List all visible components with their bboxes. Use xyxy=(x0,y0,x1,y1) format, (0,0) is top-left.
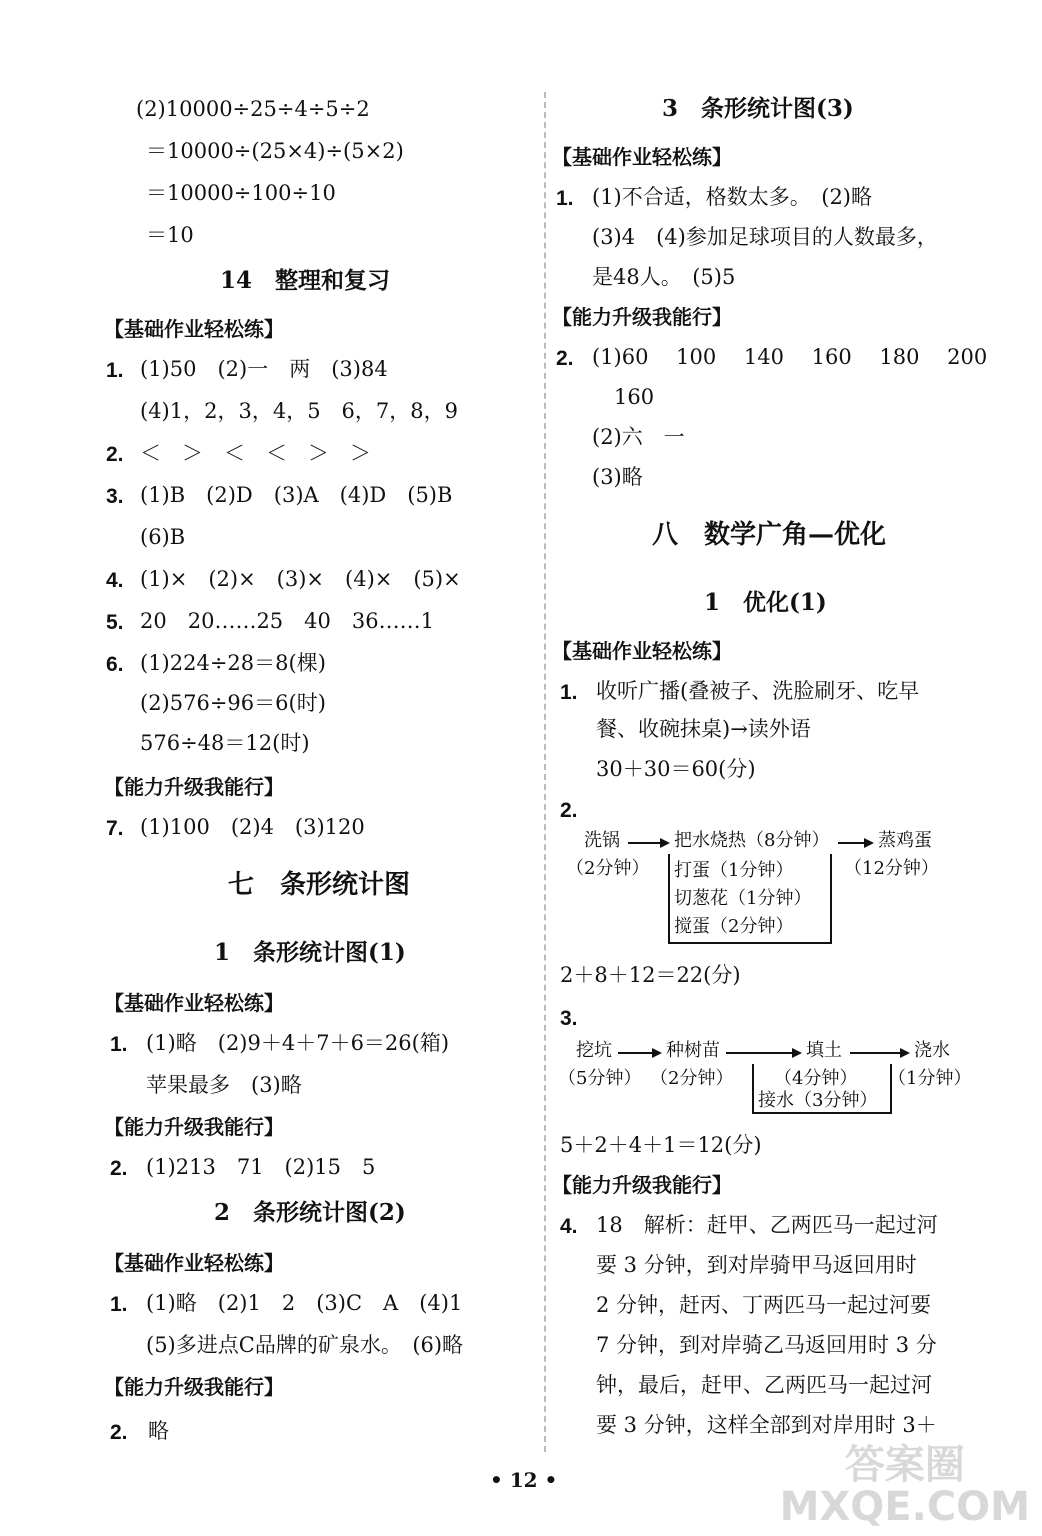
flow-step-time: （1分钟） xyxy=(888,1068,972,1089)
page-number: • 12 • xyxy=(490,1468,558,1492)
question-number: 7. xyxy=(106,817,124,840)
answer-line: 2 分钟，赶丙、丁两匹马一起过河要 xyxy=(596,1293,932,1317)
section-title: 1 条形统计图(1) xyxy=(214,939,406,966)
answer-line: 20 20……25 40 36……1 xyxy=(140,609,434,633)
answer-line: (1)B (2)D (3)A (4)D (5)B xyxy=(140,483,453,507)
column-divider xyxy=(544,92,546,1452)
flow-step-time: （5分钟） xyxy=(558,1068,642,1089)
answer-line: (4)1，2，3，4，5 6，7，8，9 xyxy=(140,399,458,423)
question-number: 1. xyxy=(110,1293,128,1316)
answer-line: 苹果最多 (3)略 xyxy=(146,1073,302,1097)
question-number: 4. xyxy=(560,1215,578,1238)
text-line: ＝10000÷(25×4)÷(5×2) xyxy=(146,139,404,163)
arrow-icon xyxy=(838,842,872,844)
answer-line: (1)60 100 140 160 180 200 xyxy=(592,345,988,369)
answer-line: (6)B xyxy=(140,525,186,549)
section-tag: 【基础作业轻松练】 xyxy=(104,991,284,1015)
answer-line: 7 分钟，到对岸骑乙马返回用时 3 分 xyxy=(596,1333,937,1357)
flow-step-time: （4分钟） xyxy=(774,1068,858,1089)
answer-line: (5)多进点C品牌的矿泉水。 (6)略 xyxy=(146,1333,464,1357)
question-number: 1. xyxy=(110,1033,128,1056)
section-title: 14 整理和复习 xyxy=(220,267,391,294)
section-tag: 【能力升级我能行】 xyxy=(552,1173,732,1197)
section-tag: 【基础作业轻松练】 xyxy=(104,317,284,341)
answer-line: (1)100 (2)4 (3)120 xyxy=(140,815,365,839)
question-number: 4. xyxy=(106,569,124,592)
answer-line: (1)略 (2)9＋4＋7＋6＝26(箱) xyxy=(146,1031,450,1055)
section-title: 3 条形统计图(3) xyxy=(662,95,854,122)
parallel-step: 接水（3分钟） xyxy=(758,1090,878,1111)
answer-line: 餐、收碗抹桌)→读外语 xyxy=(596,717,811,741)
answer-line: (3)4 (4)参加足球项目的人数最多， xyxy=(592,225,938,249)
section-tag: 【能力升级我能行】 xyxy=(104,1115,284,1139)
answer-line: (1)213 71 (2)15 5 xyxy=(146,1155,376,1179)
flow-diagram-steamed-egg xyxy=(548,830,1042,950)
arrow-icon xyxy=(618,1052,660,1054)
answer-line: (1)× (2)× (3)× (4)× (5)× xyxy=(140,567,461,591)
question-number: 1. xyxy=(560,681,578,704)
section-tag: 【基础作业轻松练】 xyxy=(552,145,732,169)
arrow-icon xyxy=(628,842,668,844)
section-tag: 【基础作业轻松练】 xyxy=(552,639,732,663)
flow-step-time: （2分钟） xyxy=(650,1068,734,1089)
answer-line: (3)略 xyxy=(592,465,643,489)
answer-line: 2＋8＋12＝22(分) xyxy=(560,963,741,987)
section-tag: 【基础作业轻松练】 xyxy=(104,1251,284,1275)
answer-line: (1)224÷28＝8(棵) xyxy=(140,651,326,675)
flow-step: 洗锅 xyxy=(584,830,620,851)
question-number: 2. xyxy=(106,443,124,466)
answer-line: (2)576÷96＝6(时) xyxy=(140,691,326,715)
flow-step: 填土 xyxy=(806,1040,842,1061)
section-tag: 【能力升级我能行】 xyxy=(552,305,732,329)
flow-step: 把水烧热（8分钟） xyxy=(674,830,830,851)
answer-line: 576÷48＝12(时) xyxy=(140,731,310,755)
question-number: 1. xyxy=(106,359,124,382)
answer-line: 要 3 分钟，到对岸骑甲马返回用时 xyxy=(596,1253,917,1277)
text-line: (2)10000÷25÷4÷5÷2 xyxy=(136,97,370,121)
chapter-title: 八 数学广角—优化 xyxy=(652,520,887,550)
flow-step-time: （12分钟） xyxy=(844,858,939,879)
answer-line: 要 3 分钟，这样全部到对岸用时 3＋ xyxy=(596,1413,937,1437)
arrow-icon xyxy=(726,1052,800,1054)
section-title: 1 优化(1) xyxy=(704,589,827,616)
answer-line: ＜ ＞ ＜ ＜ ＞ ＞ xyxy=(140,441,371,465)
answer-line: 160 xyxy=(614,385,655,409)
parallel-step: 搅蛋（2分钟） xyxy=(674,916,794,937)
answer-line: 钟，最后，赶甲、乙两匹马一起过河 xyxy=(596,1373,932,1397)
question-number: 2. xyxy=(110,1157,128,1180)
flow-step-time: （2分钟） xyxy=(566,858,650,879)
watermark-logo: 答案圈 MXQE.COM xyxy=(779,1442,1030,1530)
flow-diagram-tree-planting xyxy=(548,1040,1042,1120)
question-number: 6. xyxy=(106,653,124,676)
section-title: 2 条形统计图(2) xyxy=(214,1199,406,1226)
question-number: 3. xyxy=(106,485,124,508)
text-line: ＝10000÷100÷10 xyxy=(146,181,336,205)
section-tag: 【能力升级我能行】 xyxy=(104,775,284,799)
question-number: 5. xyxy=(106,611,124,634)
question-number: 1. xyxy=(556,187,574,210)
answer-line: 收听广播(叠被子、洗脸刷牙、吃早 xyxy=(596,679,920,703)
answer-line: (2)六 一 xyxy=(592,425,685,449)
question-number: 2. xyxy=(560,799,578,822)
question-number: 3. xyxy=(560,1007,578,1030)
question-number: 2. xyxy=(556,347,574,370)
answer-line: 18 解析：赶甲、乙两匹马一起过河 xyxy=(596,1213,938,1237)
flow-step: 蒸鸡蛋 xyxy=(878,830,932,851)
answer-line: 是48人。 (5)5 xyxy=(592,265,736,289)
question-number: 2. xyxy=(110,1421,128,1444)
text-line: ＝10 xyxy=(146,223,194,247)
answer-line: (1)不合适，格数太多。 (2)略 xyxy=(592,185,872,209)
arrow-icon xyxy=(850,1052,908,1054)
section-tag: 【能力升级我能行】 xyxy=(104,1375,284,1399)
chapter-title: 七 条形统计图 xyxy=(228,870,411,900)
parallel-step: 切葱花（1分钟） xyxy=(674,888,812,909)
flow-step: 浇水 xyxy=(914,1040,950,1061)
answer-line: 5＋2＋4＋1＝12(分) xyxy=(560,1133,762,1157)
parallel-step: 打蛋（1分钟） xyxy=(674,860,794,881)
flow-step: 挖坑 xyxy=(576,1040,612,1061)
answer-line: 略 xyxy=(148,1419,169,1443)
answer-line: (1)略 (2)1 2 (3)C A (4)1 xyxy=(146,1291,463,1315)
answer-line: (1)50 (2)一 两 (3)84 xyxy=(140,357,388,381)
answer-line: 30＋30＝60(分) xyxy=(596,757,756,781)
flow-step: 种树苗 xyxy=(666,1040,720,1061)
